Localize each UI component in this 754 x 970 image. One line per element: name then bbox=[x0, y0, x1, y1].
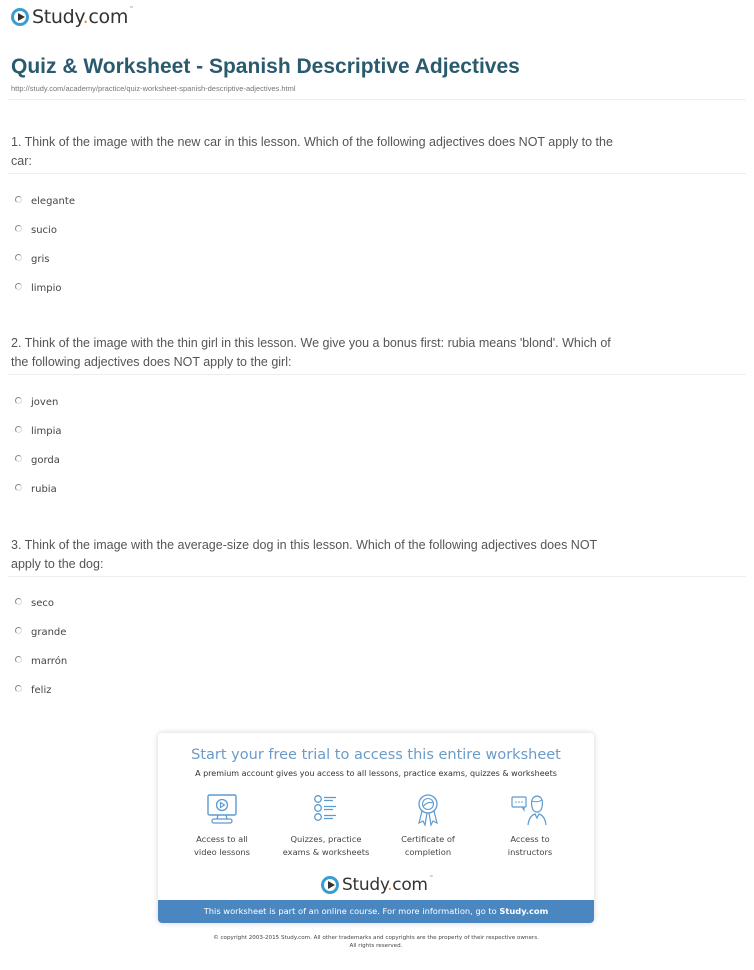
radio-button[interactable] bbox=[15, 685, 22, 692]
question-2: 2. Think of the image with the thin girl in this lesson. We give you a bonus first: rubia means 'blond'. Which of the following adjectives does NOT apply to the girl: bbox=[11, 336, 611, 369]
option-label: joven bbox=[31, 396, 59, 408]
option-label: feliz bbox=[31, 684, 52, 696]
feature-label: Access to instructors bbox=[507, 834, 553, 857]
option-label: elegante bbox=[31, 195, 75, 207]
answer-option[interactable] bbox=[15, 683, 51, 697]
option-label: sucio bbox=[31, 224, 57, 236]
feature-label: Access to all video lessons bbox=[193, 834, 250, 857]
radio-button[interactable] bbox=[15, 627, 22, 634]
answer-option[interactable] bbox=[15, 223, 57, 237]
divider bbox=[8, 374, 746, 375]
instructor-chat-icon bbox=[510, 793, 550, 827]
option-label: marrón bbox=[31, 655, 68, 667]
radio-button[interactable] bbox=[15, 283, 22, 290]
course-info-bar[interactable]: This worksheet is part of an online course. For more information, go to Study.com bbox=[158, 900, 594, 923]
page-url[interactable]: http://study.com/academy/practice/quiz-worksheet-spanish-descriptive-adjectives.html bbox=[11, 84, 296, 93]
page-title: Quiz & Worksheet - Spanish Descriptive Adjectives bbox=[11, 55, 520, 78]
feature-label: Quizzes, practice exams & worksheets bbox=[282, 834, 370, 857]
feature-video-lessons bbox=[172, 793, 272, 859]
promo-subtitle: A premium account gives you access to all lessons, practice exams, quizzes & worksheets bbox=[195, 769, 557, 778]
option-label: gorda bbox=[31, 454, 60, 466]
answer-option[interactable] bbox=[15, 654, 67, 668]
option-label: rubia bbox=[31, 483, 57, 495]
study-logo[interactable] bbox=[11, 6, 134, 28]
answer-option[interactable] bbox=[15, 194, 75, 208]
video-monitor-icon bbox=[204, 793, 240, 827]
answer-option[interactable] bbox=[15, 482, 57, 496]
option-label: limpia bbox=[31, 425, 62, 437]
option-label: gris bbox=[31, 253, 50, 265]
feature-instructors bbox=[480, 793, 580, 859]
radio-button[interactable] bbox=[15, 598, 22, 605]
feature-certificate bbox=[378, 793, 478, 859]
answer-option[interactable] bbox=[15, 424, 62, 438]
option-label: seco bbox=[31, 597, 54, 609]
study-link[interactable]: Study.com bbox=[499, 906, 549, 916]
radio-button[interactable] bbox=[15, 656, 22, 663]
free-trial-promo[interactable] bbox=[158, 733, 594, 923]
answer-option[interactable] bbox=[15, 252, 49, 266]
question-1: 1. Think of the image with the new car in this lesson. Which of the following adjectives does NOT apply to the car: bbox=[11, 135, 613, 168]
answer-option[interactable] bbox=[15, 395, 58, 409]
quiz-list-icon bbox=[308, 793, 344, 827]
play-circle-icon bbox=[321, 876, 339, 894]
radio-button[interactable] bbox=[15, 225, 22, 232]
answer-option[interactable] bbox=[15, 596, 54, 610]
radio-button[interactable] bbox=[15, 484, 22, 491]
question-3: 3. Think of the image with the average-size dog in this lesson. Which of the following adjectives does NOT apply to the dog: bbox=[11, 538, 597, 571]
promo-title[interactable]: Start your free trial to access this entire worksheet bbox=[191, 747, 561, 763]
radio-button[interactable] bbox=[15, 426, 22, 433]
option-label: grande bbox=[31, 626, 67, 638]
logo-wordmark: Study.com™ bbox=[342, 875, 434, 895]
study-logo[interactable] bbox=[321, 875, 433, 895]
radio-button[interactable] bbox=[15, 196, 22, 203]
play-circle-icon bbox=[11, 8, 29, 26]
feature-label: Certificate of completion bbox=[401, 834, 455, 857]
radio-button[interactable] bbox=[15, 254, 22, 261]
divider bbox=[8, 173, 746, 174]
option-label: limpio bbox=[31, 282, 62, 294]
radio-button[interactable] bbox=[15, 397, 22, 404]
radio-button[interactable] bbox=[15, 455, 22, 462]
answer-option[interactable] bbox=[15, 281, 62, 295]
certificate-ribbon-icon bbox=[410, 793, 446, 827]
logo-wordmark: Study.com™ bbox=[32, 6, 134, 28]
divider bbox=[8, 99, 746, 100]
divider bbox=[8, 576, 746, 577]
copyright: © copyright 2003-2015 Study.com. All other trademarks and copyrights are the property of their respective owners. All rights reserved. bbox=[213, 935, 539, 949]
answer-option[interactable] bbox=[15, 625, 66, 639]
feature-quizzes bbox=[276, 793, 376, 859]
answer-option[interactable] bbox=[15, 453, 60, 467]
